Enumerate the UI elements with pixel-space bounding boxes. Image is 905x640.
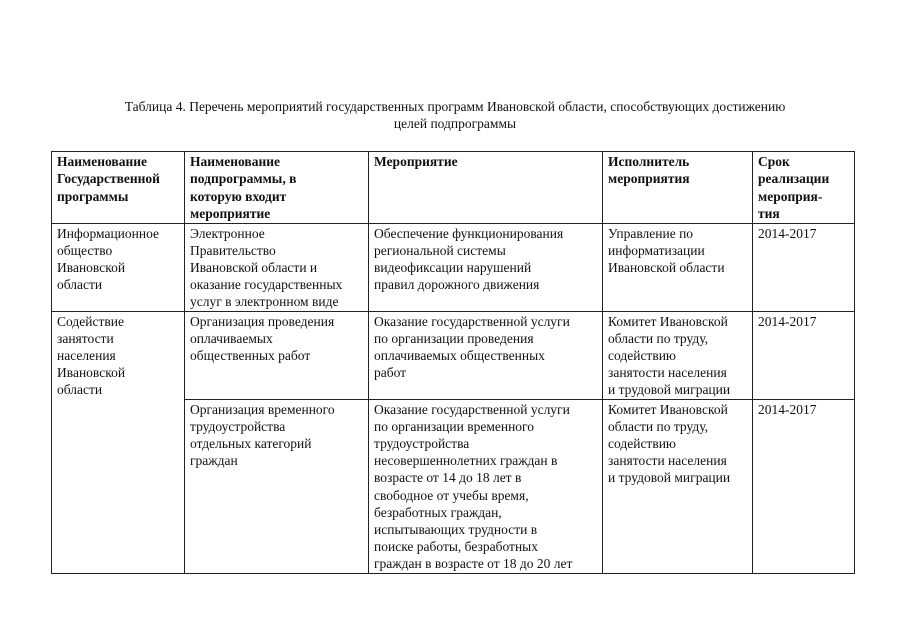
- table-row: [52, 311, 855, 399]
- cell-line: Комитет Ивановской: [608, 401, 728, 417]
- cell-activity: [369, 399, 603, 573]
- cell-line: содействию: [608, 436, 677, 452]
- header-program-line: программы: [57, 188, 129, 204]
- cell-line: поиске работы, безработных: [374, 539, 538, 555]
- cell-period: [753, 311, 855, 399]
- cell-line: Оказание государственной услуги: [374, 401, 570, 417]
- cell-line: общество: [57, 242, 113, 258]
- cell-subprogram: [185, 399, 369, 573]
- cell-executor: [603, 311, 753, 399]
- header-executor-line: мероприятия: [608, 171, 690, 187]
- cell-line: и трудовой миграции: [608, 470, 731, 486]
- caption-line-1: Таблица 4. Перечень мероприятий государственных программ Ивановской области, способствующих достижению: [124, 99, 786, 114]
- cell-executor: [603, 399, 753, 573]
- cell-line: услуг в электронном виде: [190, 294, 339, 310]
- cell-line: содействию: [608, 348, 677, 364]
- cell-line: 2014-2017: [758, 401, 817, 417]
- cell-line: отдельных категорий: [190, 436, 312, 452]
- cell-line: оплачиваемых: [190, 330, 273, 346]
- cell-line: области по труду,: [608, 330, 709, 346]
- header-period: [753, 152, 855, 224]
- cell-line: области: [57, 382, 103, 398]
- cell-line: Содействие: [57, 313, 124, 329]
- cell-line: и трудовой миграции: [608, 382, 731, 398]
- cell-line: видеофиксации нарушений: [374, 260, 532, 276]
- cell-line: по организации временного: [374, 418, 535, 434]
- caption-line-2: целей подпрограммы: [393, 116, 517, 131]
- cell-line: возрасте от 14 до 18 лет в: [374, 470, 522, 486]
- table-header-row: [52, 152, 855, 224]
- cell-line: оплачиваемых общественных: [374, 348, 545, 364]
- cell-line: занятости: [57, 330, 114, 346]
- cell-line: трудоустройства: [374, 436, 470, 452]
- cell-line: 2014-2017: [758, 225, 817, 241]
- cell-line: Ивановской области и: [190, 260, 318, 276]
- cell-line: по организации проведения: [374, 330, 534, 346]
- cell-line: Комитет Ивановской: [608, 313, 728, 329]
- header-executor-line: Исполнитель: [608, 154, 690, 169]
- cell-line: Организация проведения: [190, 313, 335, 329]
- table-row: [52, 223, 855, 311]
- cell-line: свободное от учебы время,: [374, 487, 529, 503]
- header-period-line: тия: [758, 206, 780, 222]
- cell-line: Ивановской области: [608, 260, 725, 276]
- cell-line: населения: [57, 348, 116, 364]
- cell-line: 2014-2017: [758, 313, 817, 329]
- cell-line: работ: [374, 365, 407, 381]
- header-subprogram-line: подпрограммы, в: [190, 171, 297, 187]
- cell-line: несовершеннолетних граждан в: [374, 453, 558, 469]
- cell-program: [52, 311, 185, 573]
- cell-line: Ивановской: [57, 365, 126, 381]
- cell-line: трудоустройства: [190, 418, 286, 434]
- cell-period: [753, 223, 855, 311]
- header-activity: [369, 152, 603, 224]
- cell-line: Правительство: [190, 242, 276, 258]
- header-period-line: Срок: [758, 154, 790, 169]
- header-executor: [603, 152, 753, 224]
- cell-subprogram: [185, 223, 369, 311]
- cell-period: [753, 399, 855, 573]
- cell-line: занятости населения: [608, 453, 727, 469]
- cell-line: Информационное: [57, 225, 160, 241]
- cell-program: [52, 223, 185, 311]
- table-caption: [60, 98, 850, 132]
- header-subprogram-line: Наименование: [190, 154, 280, 169]
- activities-table: [51, 151, 855, 574]
- cell-line: Электронное: [190, 225, 265, 241]
- header-subprogram: [185, 152, 369, 224]
- header-program-line: Государственной: [57, 171, 160, 187]
- header-period-line: реализации: [758, 171, 830, 187]
- cell-executor: [603, 223, 753, 311]
- cell-line: правил дорожного движения: [374, 277, 540, 293]
- cell-line: области по труду,: [608, 418, 709, 434]
- cell-line: занятости населения: [608, 365, 727, 381]
- cell-line: Организация временного: [190, 401, 335, 417]
- header-period-line: мероприя-: [758, 188, 823, 204]
- cell-activity: [369, 223, 603, 311]
- cell-line: безработных граждан,: [374, 504, 502, 520]
- header-program-line: Наименование: [57, 154, 147, 169]
- cell-line: Ивановской: [57, 260, 126, 276]
- header-subprogram-line: которую входит: [190, 188, 287, 204]
- cell-line: Управление по: [608, 225, 694, 241]
- cell-subprogram: [185, 311, 369, 399]
- cell-line: Оказание государственной услуги: [374, 313, 570, 329]
- cell-line: общественных работ: [190, 348, 311, 364]
- cell-line: оказание государственных: [190, 277, 343, 293]
- header-activity-line: Мероприятие: [374, 154, 458, 169]
- header-program: [52, 152, 185, 224]
- cell-activity: [369, 311, 603, 399]
- cell-line: Обеспечение функционирования: [374, 225, 564, 241]
- cell-line: граждан: [190, 453, 238, 469]
- cell-line: региональной системы: [374, 242, 506, 258]
- cell-line: области: [57, 277, 103, 293]
- header-subprogram-line: мероприятие: [190, 206, 271, 222]
- cell-line: граждан в возрасте от 18 до 20 лет: [374, 556, 573, 572]
- cell-line: информатизации: [608, 242, 705, 258]
- cell-line: испытывающих трудности в: [374, 522, 538, 538]
